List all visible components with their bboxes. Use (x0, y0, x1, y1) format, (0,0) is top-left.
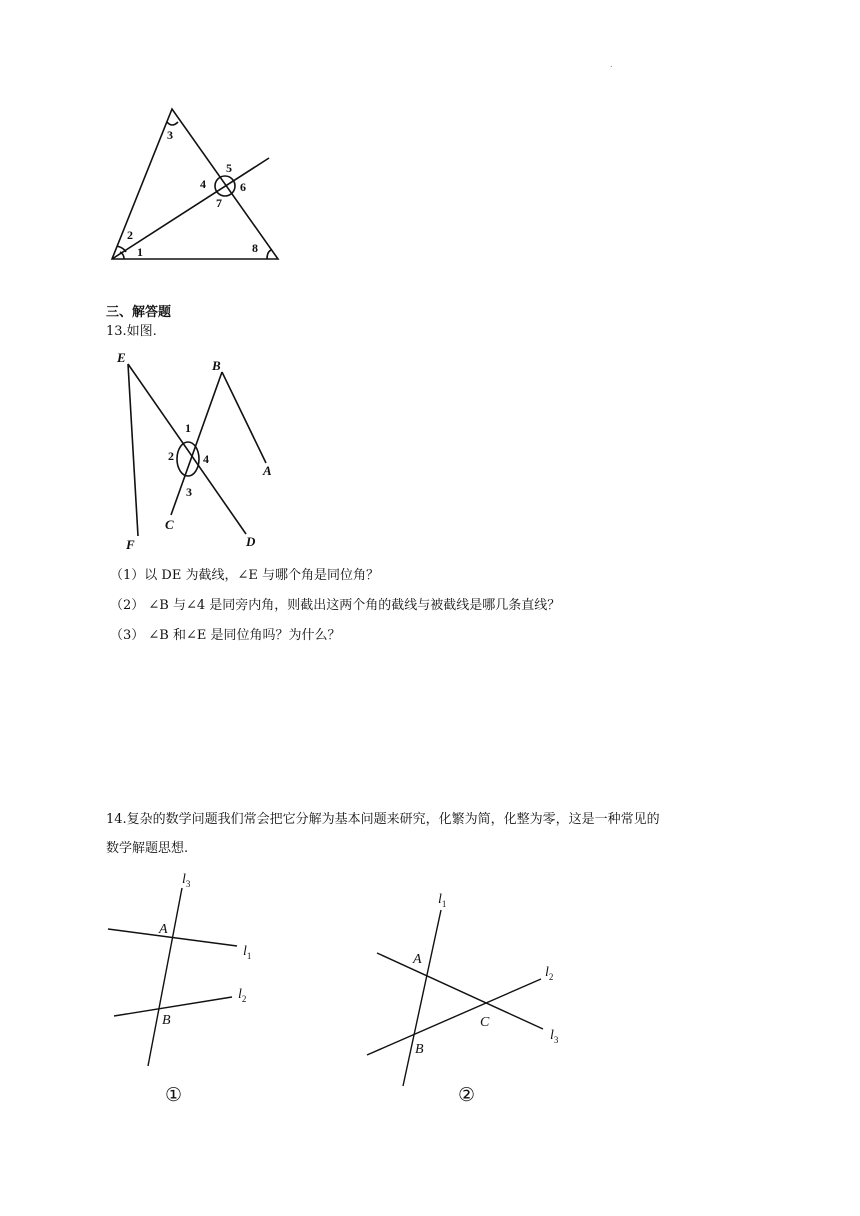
point-F: F (126, 537, 135, 552)
point-C-fig2: C (480, 1015, 490, 1030)
angle-q13-1: 1 (185, 421, 191, 435)
q14-line-2: 数学解题思想. (106, 841, 189, 856)
angle-q13-2: 2 (168, 449, 174, 463)
label-l1-fig1: $l_1$ (243, 944, 252, 961)
line-l1-fig2 (403, 910, 441, 1086)
point-C: C (165, 517, 174, 532)
angle-label-8: 8 (252, 241, 258, 255)
angle-label-7: 7 (216, 196, 222, 210)
label-l2-fig2: $l_2$ (545, 965, 554, 982)
line-l2-fig2 (367, 979, 541, 1055)
label-l3-fig1: $l_3$ (182, 872, 191, 889)
angle-label-1: 1 (137, 245, 143, 259)
caption-fig1: ① (165, 1085, 183, 1106)
label-l1-fig2: $l_1$ (438, 892, 447, 909)
angle-q13-4: 4 (203, 452, 209, 466)
angle-label-2: 2 (127, 228, 133, 242)
angle-label-4: 4 (200, 177, 206, 191)
angle-label-6: 6 (240, 180, 246, 194)
q13-part-1: （1）以 DE 为截线，∠E 与哪个角是同位角？ (110, 568, 379, 583)
label-l2-fig1: $l_2$ (238, 987, 247, 1004)
q13-part-2: （2） ∠B 与∠4 是同旁内角，则截出这两个角的截线与被截线是哪几条直线？ (110, 598, 561, 613)
label-l3-fig2: $l_3$ (550, 1028, 559, 1045)
line-l3-fig2 (377, 953, 543, 1029)
point-A: A (263, 463, 272, 478)
point-A-fig2: A (413, 952, 422, 967)
page-dot: . (610, 60, 613, 69)
angle-q13-3: 3 (186, 485, 192, 499)
q14-line-1: 14.复杂的数学问题我们常会把它分解为基本问题来研究，化繁为简，化整为零，这是一种常见的 (106, 812, 660, 827)
angle-label-5: 5 (226, 161, 232, 175)
caption-fig2: ② (458, 1085, 476, 1106)
point-E: E (117, 350, 126, 365)
angle-label-3: 3 (167, 128, 173, 142)
q13-part-3: （3） ∠B 和∠E 是同位角吗？为什么？ (110, 628, 341, 643)
point-D: D (246, 534, 256, 549)
point-B-fig1: B (162, 1013, 171, 1028)
point-A-fig1: A (159, 922, 168, 937)
point-B-fig2: B (415, 1042, 424, 1057)
section-title: 三、解答题 (106, 305, 172, 320)
point-B: B (212, 358, 221, 373)
q13-title: 13.如图. (106, 324, 157, 339)
